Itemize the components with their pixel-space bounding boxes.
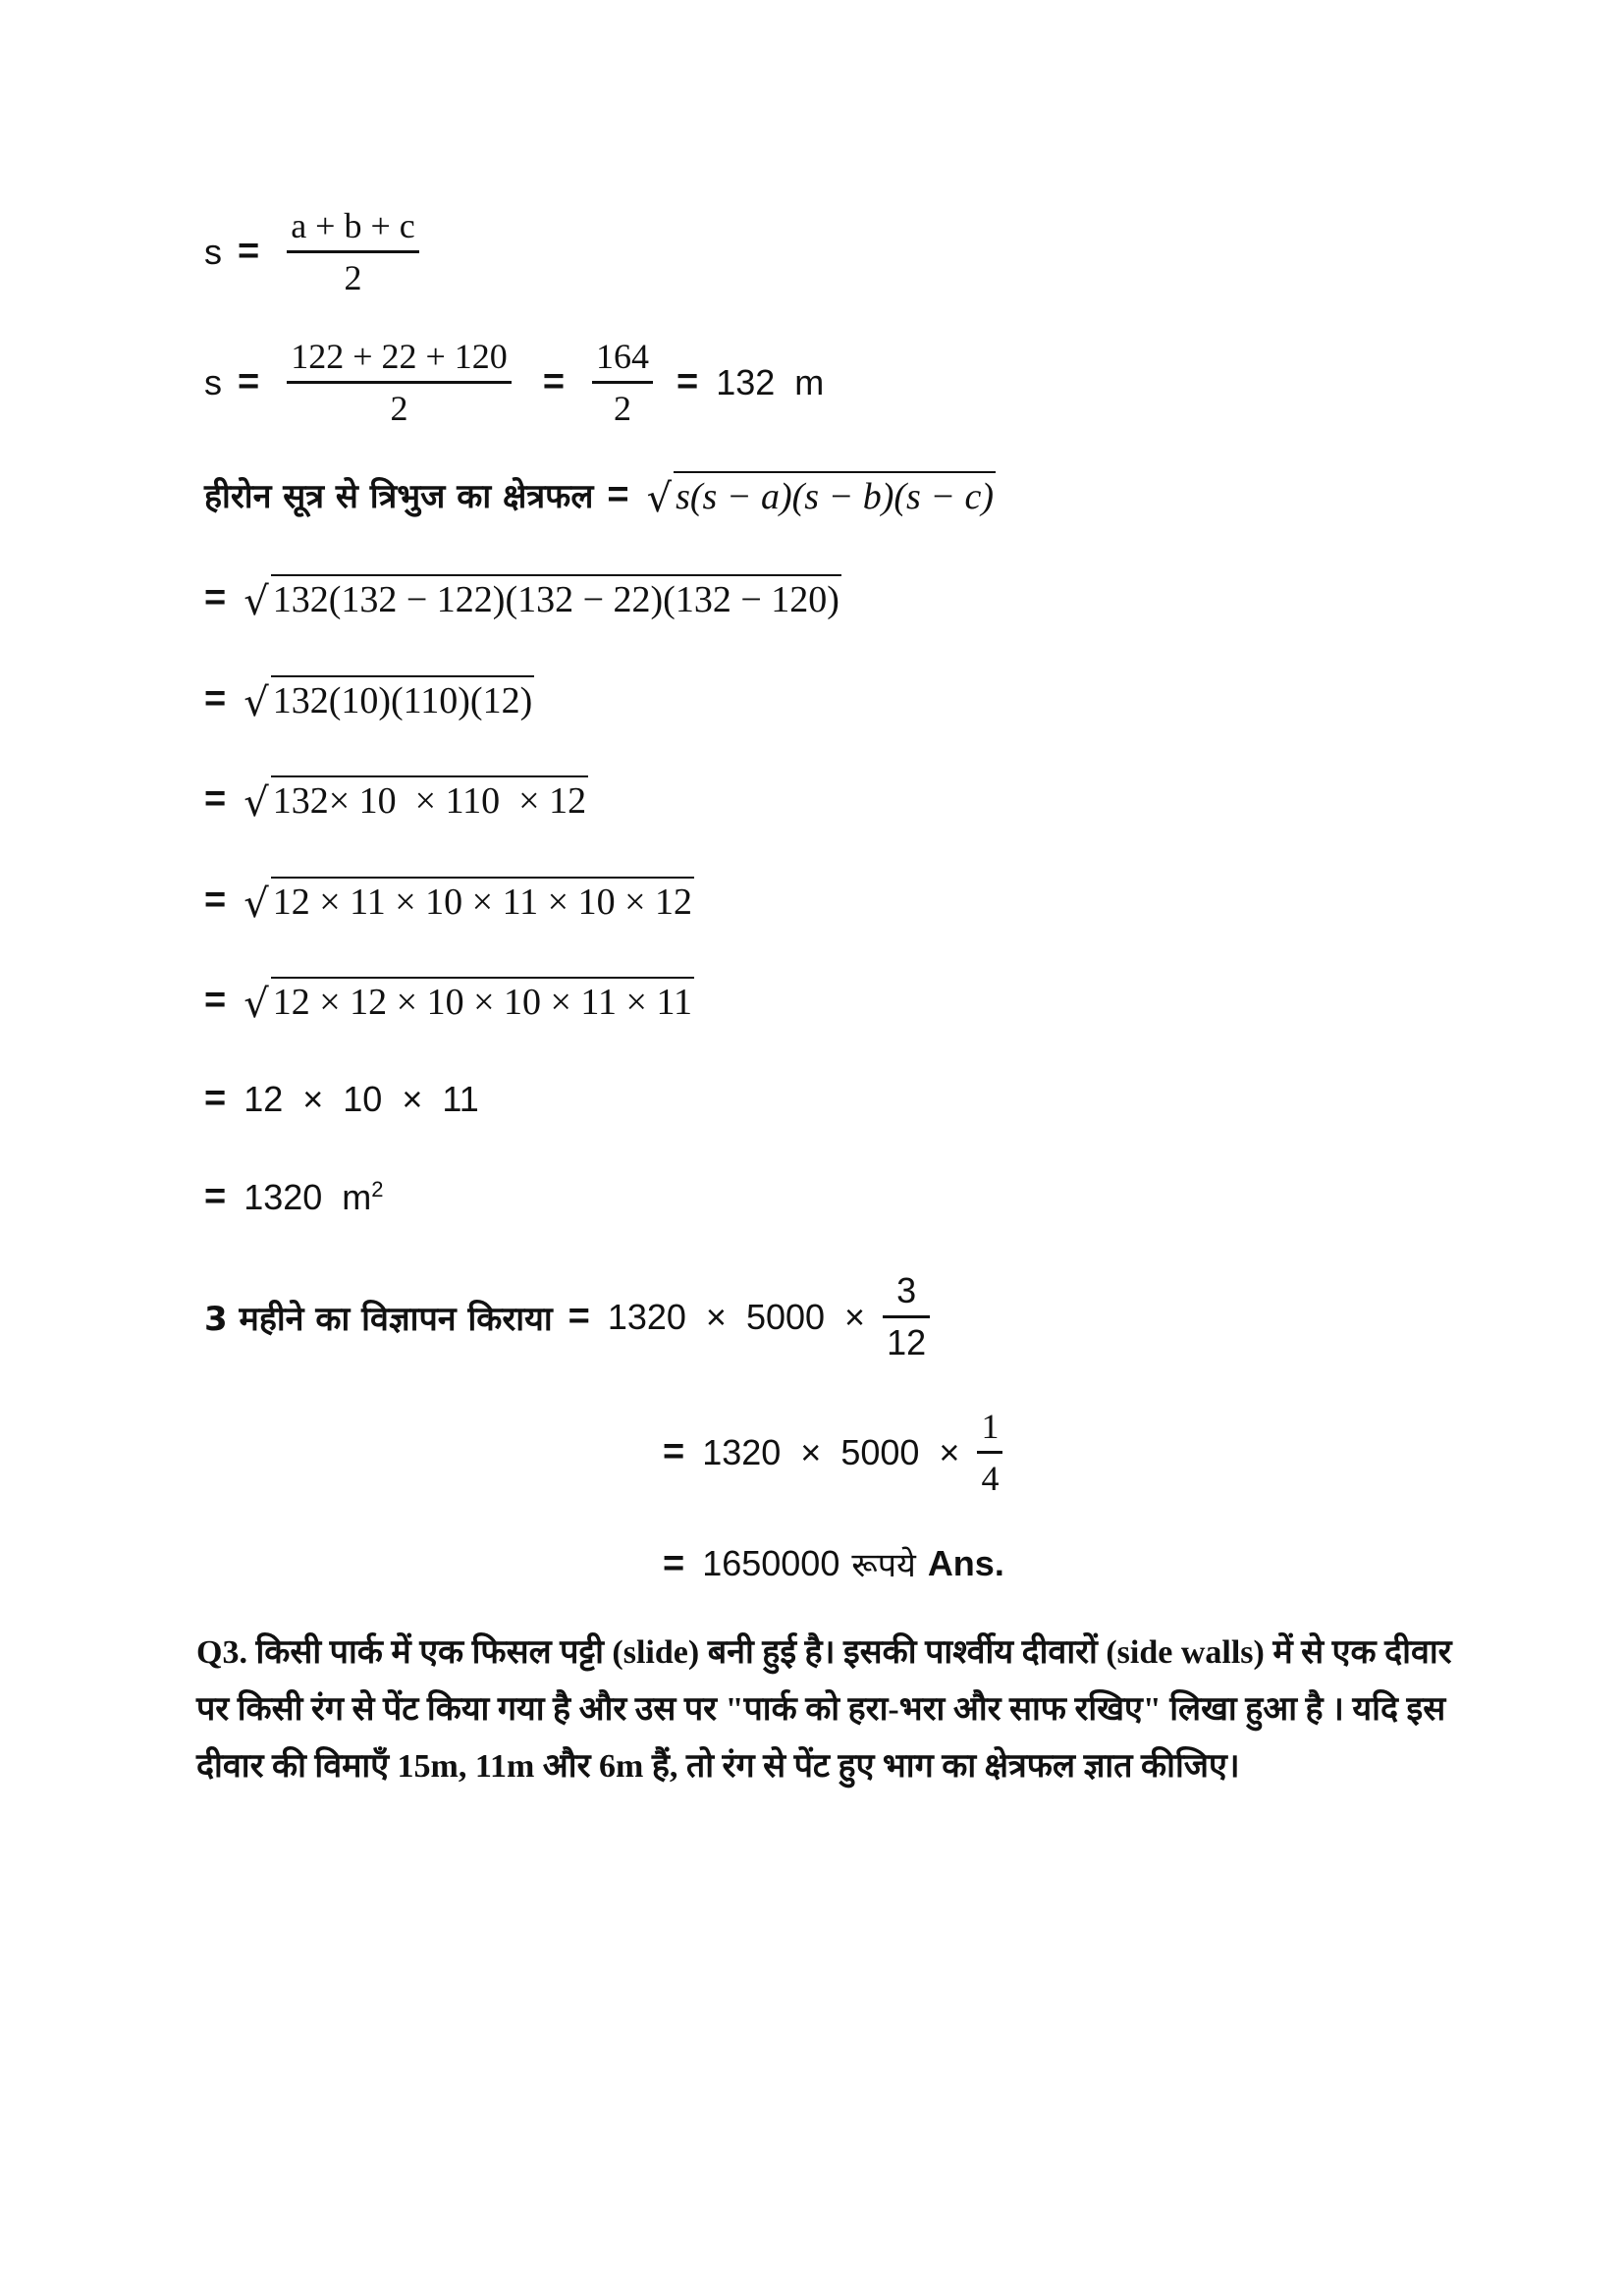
denominator: 2 (344, 258, 362, 297)
rent-line (204, 1266, 940, 1367)
square-root (243, 675, 534, 725)
heron-label: हीरोन सूत्र से त्रिभुज का क्षेत्रफल (204, 477, 594, 516)
radical-sign-icon: √ (243, 680, 269, 725)
radicand: 132(10)(110)(12) (271, 675, 535, 722)
square-root (243, 977, 694, 1027)
step-line (204, 775, 588, 826)
numerator: 164 (596, 337, 650, 376)
radical-sign-icon: √ (243, 881, 269, 927)
radicand: s(s − a)(s − b)(s − c) (674, 471, 996, 518)
denominator: 4 (981, 1459, 1000, 1498)
answer-suffix: Ans. (927, 1543, 1004, 1583)
fraction (287, 332, 512, 433)
s-symbol: s (204, 231, 222, 272)
s-symbol: s (204, 361, 222, 402)
numerator: 122 + 22 + 120 (291, 337, 508, 376)
square-root (243, 775, 588, 826)
product-line (204, 1078, 479, 1120)
radical-sign-icon: √ (243, 982, 269, 1027)
square-root (646, 471, 996, 521)
denominator: 2 (614, 389, 632, 428)
equals-sign: = (542, 361, 566, 402)
square-root (243, 574, 841, 624)
step-line (204, 675, 534, 725)
numerator: 3 (896, 1270, 917, 1310)
semi-perimeter-value (204, 332, 824, 433)
rent-simplified-line (663, 1402, 1012, 1503)
equals-sign: = (204, 677, 227, 720)
fraction (592, 332, 653, 433)
area-line (204, 1176, 384, 1218)
equals-sign: = (663, 1431, 685, 1472)
equals-sign: = (204, 1176, 227, 1217)
equals-sign: = (204, 879, 227, 921)
equals-sign: = (204, 1078, 227, 1119)
step-line (204, 877, 694, 927)
equals-sign: = (568, 1296, 590, 1337)
heron-formula (204, 471, 996, 521)
equals-sign: = (607, 473, 629, 515)
area-exponent: 2 (371, 1176, 384, 1201)
square-root (243, 877, 694, 927)
equals-sign: = (676, 361, 699, 402)
denominator: 2 (390, 389, 408, 428)
equals-sign: = (663, 1542, 685, 1584)
radicand: 132(132 − 122)(132 − 22)(132 − 120) (271, 574, 841, 621)
rent-simplified-expression: 1320 × 5000 × (702, 1431, 960, 1472)
fraction (287, 201, 419, 302)
equals-sign: = (204, 777, 227, 820)
radical-sign-icon: √ (243, 579, 269, 624)
equals-sign: = (238, 361, 260, 402)
numerator: 1 (981, 1407, 1000, 1446)
question-3: Q3. किसी पार्क में एक फिसल पट्टी (slide) बनी हुई है। इसकी पार्श्वीय दीवारों (side walls) में से एक दीवार पर किसी रंग से पेंट किया गया है और उस पर "पार्क को हरा-भरा और साफ रखिए" लिखा हुआ है । यदि इस दीवार की विमाएँ 15m, 11m और 6m हैं, तो रंग से पेंट हुए भाग का क्षेत्रफल ज्ञात कीजिए। (196, 1634, 1452, 1785)
rent-label: 3 महीने का विज्ञापन किराया (204, 1299, 553, 1339)
step-line (204, 574, 841, 624)
area-value (243, 1177, 383, 1218)
numerator: a + b + c (291, 206, 415, 245)
semi-perimeter-formula (204, 201, 429, 302)
radicand: 132× 10 × 110 × 12 (271, 775, 588, 823)
equals-sign: = (204, 979, 227, 1021)
step-line (204, 977, 694, 1027)
answer-line (663, 1541, 1004, 1586)
rent-expression: 1320 × 5000 × (607, 1296, 866, 1337)
equals-sign: = (238, 231, 260, 272)
answer-unit: रूपये (851, 1546, 916, 1585)
radicand: 12 × 12 × 10 × 10 × 11 × 11 (271, 977, 694, 1024)
radicand: 12 × 11 × 10 × 11 × 10 × 12 (271, 877, 694, 924)
product-expression: 12 × 10 × 11 (243, 1078, 479, 1119)
fraction (977, 1402, 1002, 1503)
answer-value: 1650000 (702, 1543, 840, 1583)
radical-sign-icon: √ (646, 476, 673, 521)
s-result: 132 m (716, 361, 825, 402)
fraction (883, 1266, 930, 1367)
denominator: 12 (887, 1322, 927, 1362)
equals-sign: = (204, 576, 227, 618)
area-number: 1320 m (243, 1176, 372, 1217)
radical-sign-icon: √ (243, 780, 269, 826)
